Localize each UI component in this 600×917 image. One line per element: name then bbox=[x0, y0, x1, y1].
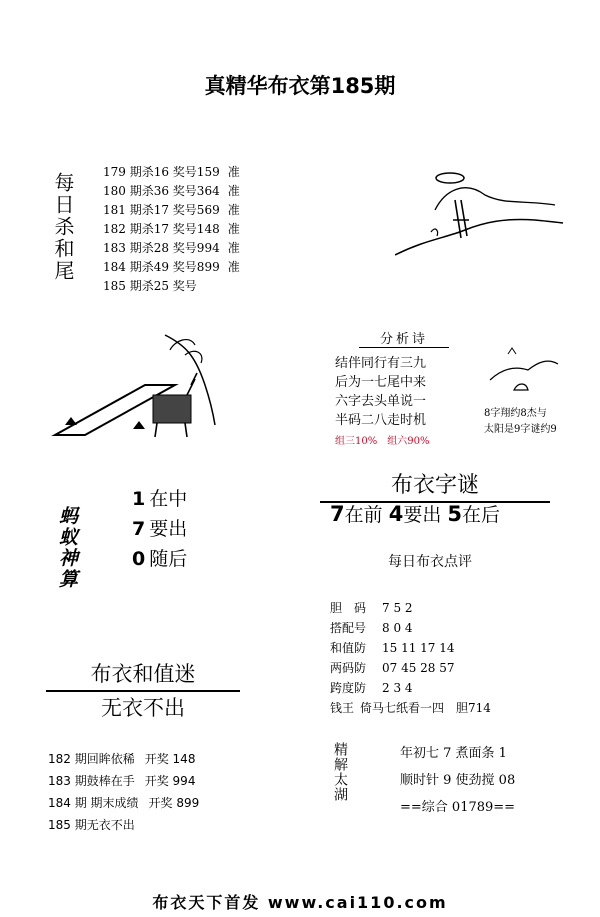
mountain-sketch-image bbox=[395, 160, 565, 270]
poem-line: 后为一七尾中来 bbox=[335, 375, 427, 390]
list-item: 年初七 7 煮面条 1 bbox=[400, 746, 507, 761]
kill-tail-list bbox=[103, 163, 240, 296]
history-text: 182 期回眸依稀 bbox=[48, 752, 135, 766]
ant-list bbox=[132, 484, 187, 574]
item-text: 182 期杀17 奖号148 bbox=[103, 222, 220, 236]
list-item bbox=[330, 618, 491, 638]
list-item bbox=[48, 792, 199, 814]
list-item bbox=[132, 484, 187, 514]
review-value: 15 11 17 14 bbox=[382, 641, 455, 655]
riddle-number: 5 bbox=[447, 502, 462, 526]
review-label: 胆 码 bbox=[330, 601, 367, 615]
riddle-text: 要出 bbox=[403, 504, 442, 526]
review-value: 7 5 2 bbox=[382, 601, 413, 615]
item-text: 181 期杀17 奖号569 bbox=[103, 203, 220, 217]
analysis-poem bbox=[335, 328, 473, 447]
list-item bbox=[330, 638, 491, 658]
riddle-text: 在前 bbox=[344, 504, 383, 526]
list-item bbox=[103, 220, 240, 239]
review-value: 07 45 28 57 bbox=[382, 661, 455, 675]
page-title: 真精华布衣第185期 bbox=[204, 74, 396, 98]
ant-number: 7 bbox=[132, 518, 146, 540]
item-text: 180 期杀36 奖号364 bbox=[103, 184, 220, 198]
list-item bbox=[103, 239, 240, 258]
list-item bbox=[48, 748, 199, 770]
poem-percent bbox=[335, 432, 473, 447]
riddle-number: 7 bbox=[330, 502, 345, 526]
item-text: 179 期杀16 奖号159 bbox=[103, 165, 220, 179]
list-item bbox=[330, 598, 491, 618]
lake-list bbox=[400, 740, 515, 821]
list-item: ==综合 01789== bbox=[400, 800, 516, 815]
review-label: 和值防 bbox=[330, 641, 367, 655]
item-mark: 准 bbox=[227, 241, 240, 255]
ant-number: 0 bbox=[132, 548, 146, 570]
list-item bbox=[132, 514, 187, 544]
ant-text: 要出 bbox=[149, 518, 188, 540]
review-title: 每日布衣点评 bbox=[388, 554, 472, 570]
list-item bbox=[330, 698, 491, 718]
ant-text: 随后 bbox=[149, 548, 188, 570]
list-item bbox=[330, 678, 491, 698]
review-list bbox=[330, 598, 491, 718]
review-value: 2 3 4 bbox=[382, 681, 413, 695]
poem-title: 分析诗 bbox=[359, 328, 449, 348]
list-item bbox=[48, 814, 199, 836]
poem-line: 半码二八走时机 bbox=[335, 413, 427, 428]
riddle-body bbox=[330, 500, 560, 527]
list-item bbox=[103, 182, 240, 201]
deer-sketch-image bbox=[45, 325, 255, 445]
item-mark: 准 bbox=[227, 222, 240, 236]
history-text: 183 期鼓棒在手 bbox=[48, 774, 135, 788]
review-label: 钱王 bbox=[330, 701, 355, 715]
review-label: 跨度防 bbox=[330, 681, 367, 695]
history-text: 185 期无衣不出 bbox=[48, 818, 135, 832]
ant-number: 1 bbox=[132, 488, 146, 510]
landscape-sketch-image bbox=[488, 340, 560, 400]
kill-tail-label: 每日杀和尾 bbox=[51, 172, 75, 282]
riddle-text: 在后 bbox=[462, 504, 501, 526]
poem-line: 结伴同行有三九 bbox=[335, 356, 427, 371]
list-item bbox=[103, 201, 240, 220]
ant-text: 在中 bbox=[149, 488, 188, 510]
item-mark: 准 bbox=[227, 165, 240, 179]
review-label: 搭配号 bbox=[330, 621, 367, 635]
combo-title: 布衣和值迷 bbox=[46, 658, 240, 692]
footer-banner: 布衣天下首发 www.cai110.com bbox=[152, 893, 448, 912]
history-prize: 开奖 148 bbox=[144, 752, 196, 766]
item-text: 185 期杀25 奖号 bbox=[103, 279, 197, 293]
riddle-title: 布衣字谜 bbox=[320, 468, 550, 503]
ant-label: 蚂蚁神算 bbox=[56, 506, 78, 590]
review-value: 倚马七纸看一四 胆714 bbox=[360, 701, 491, 715]
item-mark: 准 bbox=[227, 260, 240, 274]
list-item bbox=[330, 658, 491, 678]
item-mark: 准 bbox=[227, 184, 240, 198]
review-label: 两码防 bbox=[330, 661, 367, 675]
caption-line: 太阳是9字谜约9 bbox=[484, 424, 557, 435]
combo-subtitle: 无衣不出 bbox=[101, 696, 185, 720]
item-text: 183 期杀28 奖号994 bbox=[103, 241, 220, 255]
sketch-caption bbox=[484, 406, 557, 438]
history-text: 184 期 期末成绩 bbox=[48, 796, 139, 810]
history-prize: 开奖 899 bbox=[148, 796, 200, 810]
percent-group3: 组三10% bbox=[335, 436, 378, 447]
lake-label: 精解太湖 bbox=[332, 742, 348, 802]
item-mark: 准 bbox=[227, 203, 240, 217]
list-item bbox=[103, 258, 240, 277]
caption-line: 8字翔约8杰与 bbox=[484, 408, 547, 419]
review-value: 8 0 4 bbox=[382, 621, 413, 635]
history-prize: 开奖 994 bbox=[144, 774, 196, 788]
poem-line: 六字去头单说一 bbox=[335, 394, 427, 409]
history-list bbox=[48, 748, 199, 836]
list-item: 顺时针 9 使劲搅 08 bbox=[400, 773, 516, 788]
riddle-number: 4 bbox=[388, 502, 404, 526]
percent-group6: 组六90% bbox=[387, 436, 430, 447]
list-item bbox=[103, 277, 240, 296]
list-item bbox=[103, 163, 240, 182]
list-item bbox=[48, 770, 199, 792]
list-item bbox=[132, 544, 187, 574]
item-text: 184 期杀49 奖号899 bbox=[103, 260, 220, 274]
